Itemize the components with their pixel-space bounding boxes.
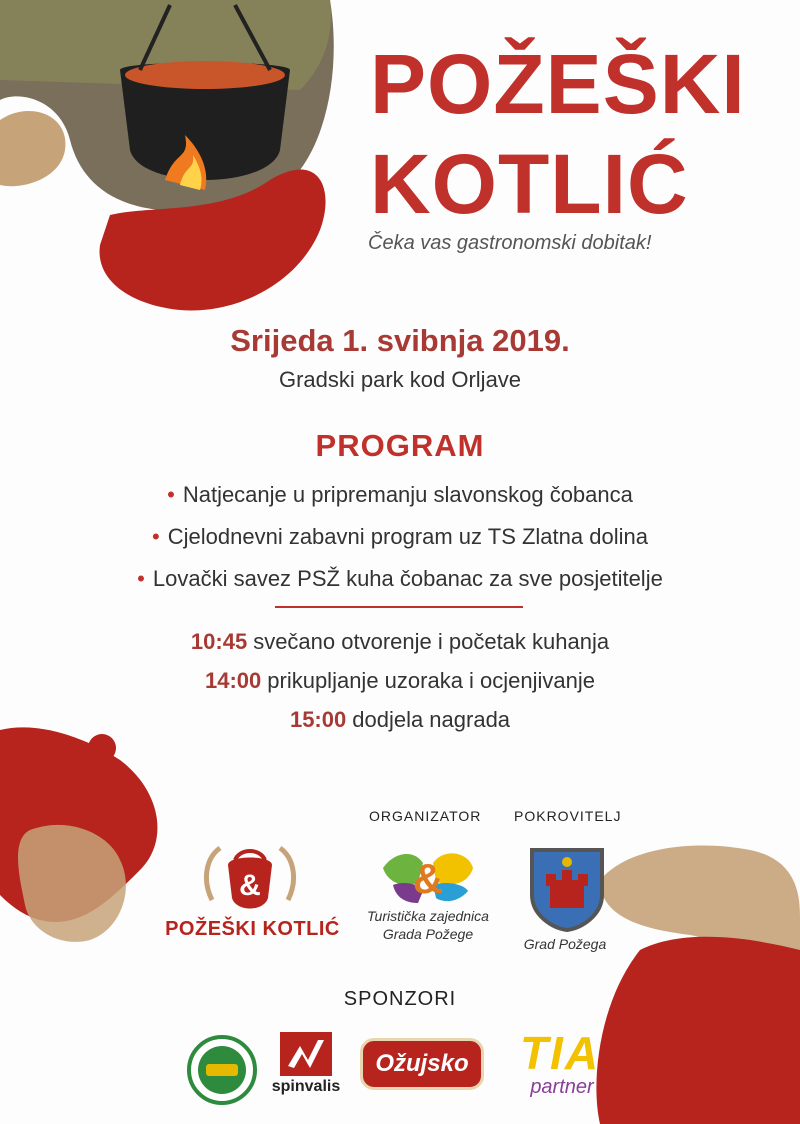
ozujsko-logo-text: Ožujsko [375,1050,469,1077]
organizator-label: ORGANIZATOR [369,808,482,824]
svg-text:&: & [412,855,444,902]
red-blob-right [596,937,800,1124]
sponsors-heading: SPONZORI [343,988,457,1010]
svg-text:&: & [239,869,261,902]
schedule-row: 15:00 dodjela nagrada [289,707,511,732]
tia-partner-text: partner [530,1076,594,1098]
program-item: • Natjecanje u pripremanju slavonskog čobanca [167,482,633,507]
tz-logo-line-1: Turistička zajednica [367,908,489,924]
kotlic-logo-icon [200,840,300,920]
lovacki-savez-logo-icon [186,1034,258,1106]
tz-logo-icon [378,843,478,907]
title-line-1: POŽEŠKI [370,37,746,131]
grad-crest-icon [522,840,612,932]
kotlic-logo-text: POŽEŠKI KOTLIĆ [165,918,340,940]
grad-logo-text: Grad Požega [523,936,607,952]
program-heading: PROGRAM [315,428,485,463]
program-list [0,474,800,600]
schedule-row: 10:45 svečano otvorenje i početak kuhanja [190,629,610,654]
spinvalis-logo-text: spinvalis [271,1078,341,1095]
bullet-icon: • [152,524,160,549]
subtitle: Čeka vas gastronomski dobitak! [368,232,652,254]
tan-blob-left [0,111,65,186]
title-line-2: KOTLIĆ [370,137,689,231]
event-date: Srijeda 1. svibnja 2019. [230,323,570,358]
event-venue: Gradski park kod Orljave [278,367,522,392]
cauldron-soup [125,61,285,89]
program-item: • Cjelodnevni zabavni program uz TS Zlatna dolina [152,524,648,549]
schedule-row: 14:00 prikupljanje uzoraka i ocjenjivanje [204,668,596,693]
schedule [0,622,800,739]
program-item: • Lovački savez PSŽ kuha čobanac za sve posjetitelje [137,566,663,591]
bullet-icon: • [137,566,145,591]
pokrovitelj-label: POKROVITELJ [514,808,622,824]
spinvalis-logo-icon [280,1032,332,1076]
bullet-icon: • [167,482,175,507]
tz-logo-line-2: Grada Požege [382,926,474,942]
tia-logo-text: TIA [519,1027,601,1079]
divider [275,606,523,608]
ozujsko-logo [360,1038,484,1090]
